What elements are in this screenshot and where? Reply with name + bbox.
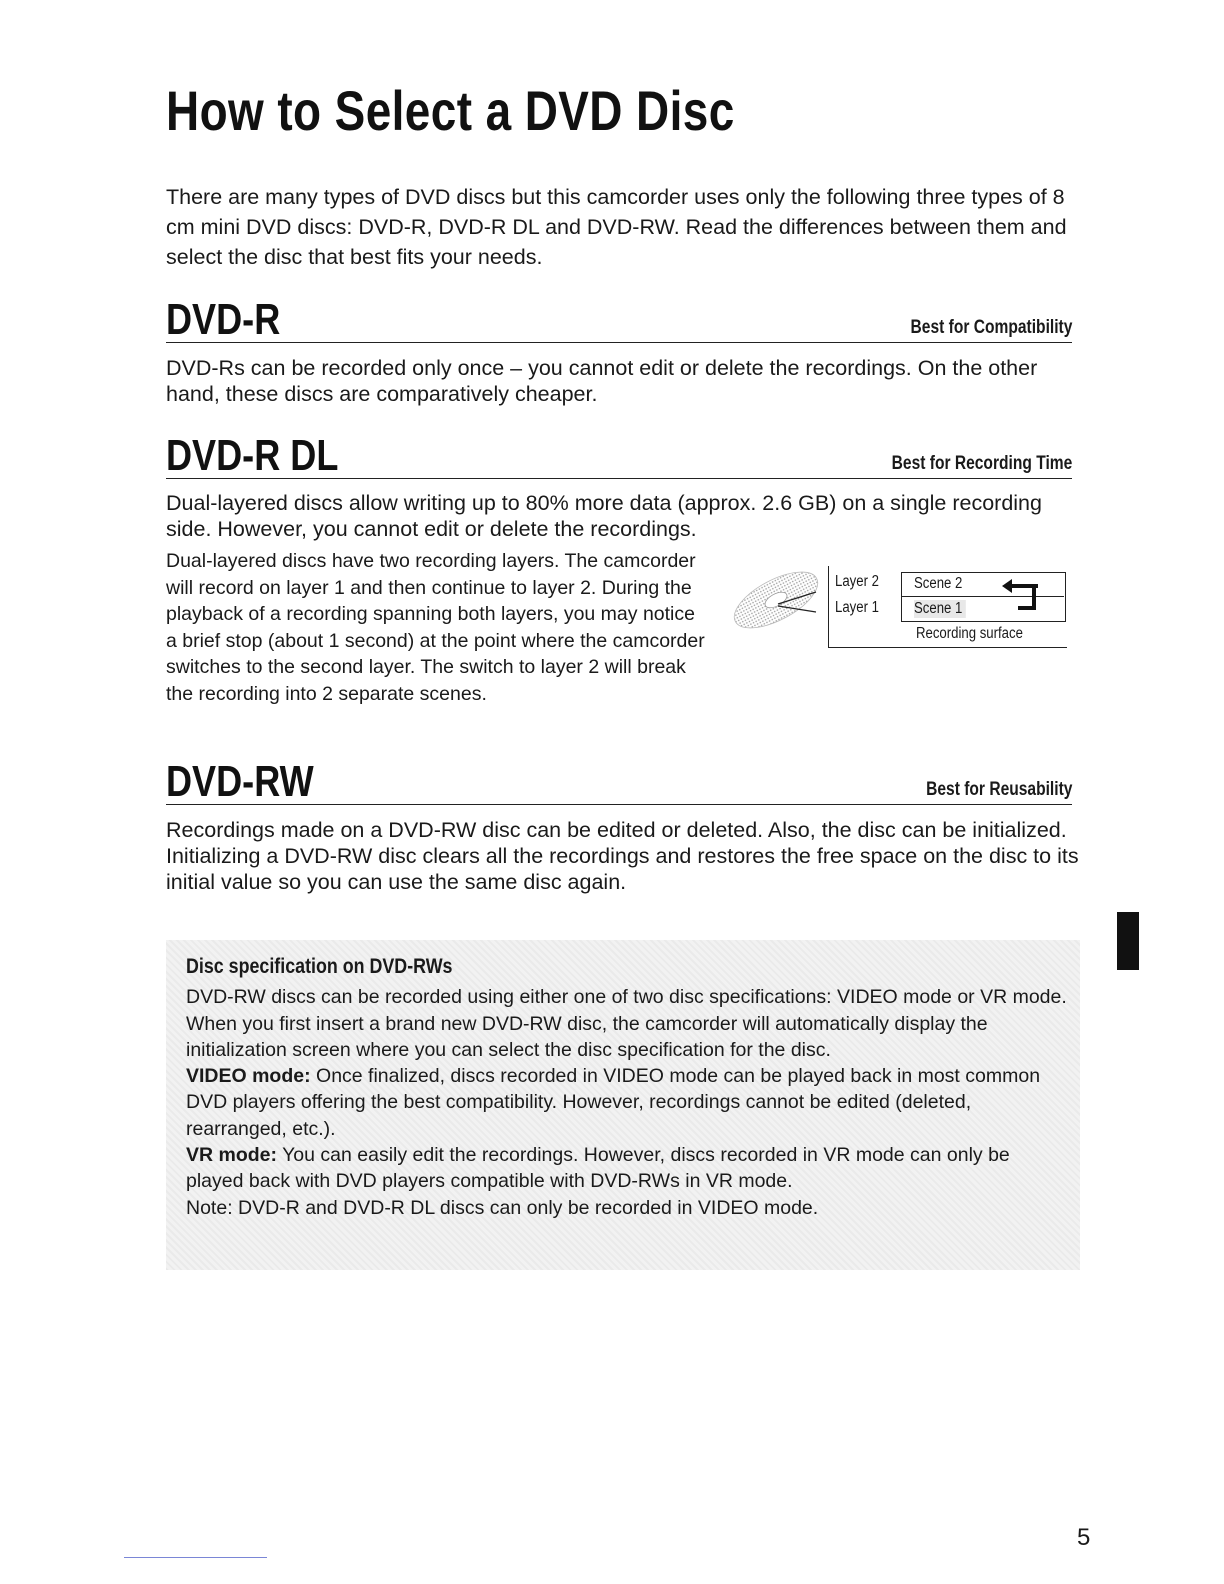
section-body-dvd-rw: Recordings made on a DVD-RW disc can be edited or deleted. Also, the disc can be initialized. Initializing a DVD-RW disc clears all the recordings and restores the free space on the disc to its initial value so you can use the same disc again.: [166, 818, 1079, 894]
vr-mode-text: You can easily edit the recordings. However, discs recorded in VR mode can only be played back with DVD players compatible with DVD-RWs in VR mode.: [186, 1144, 1010, 1193]
section-subtitle: Best for Reusability: [925, 779, 1072, 800]
dual-layer-detail: Dual-layered discs have two recording layers. The camcorder will record on layer 1 and then continue to layer 2. During the playback of a recording spanning both layers, you may notice a brief stop (about 1 second) at the point where the camcorder switches to the second layer. The switch to layer 2 will break the recording into 2 separate scenes.: [166, 550, 705, 705]
layer-switch-arrow-icon: [998, 576, 1046, 616]
layer2-label: Layer 2: [835, 573, 879, 590]
scene1-label: Scene 1: [914, 600, 966, 618]
section-header-dvd-r: [166, 292, 1072, 343]
section-body-dvd-r-dl: Dual-layered discs allow writing up to 80% more data (approx. 2.6 GB) on a single recording side. However, you cannot edit or delete the recordings.: [166, 491, 1042, 541]
page-title: How to Select a DVD Disc: [166, 79, 735, 142]
vr-mode-label: VR mode:: [186, 1144, 278, 1167]
recording-surface-label: Recording surface: [916, 625, 1023, 642]
section-title: DVD-R DL: [166, 431, 339, 480]
dual-layer-diagram: [720, 566, 1070, 650]
note-footnote: Note: DVD-R and DVD-R DL discs can only be recorded in VIDEO mode.: [186, 1196, 819, 1219]
section-header-dvd-rw: [166, 754, 1072, 805]
section-title: DVD-R: [166, 295, 281, 344]
section-subtitle: Best for Compatibility: [910, 317, 1072, 338]
intro-paragraph: There are many types of DVD discs but this camcorder uses only the following three types of 8 cm mini DVD discs: DVD-R, DVD-R DL and DVD-RW. Read the differences between them and select the disc that best fits your needs.: [166, 185, 1067, 269]
note-vr-mode: [186, 1142, 1070, 1195]
page-number: 5: [1077, 1524, 1091, 1551]
note-video-mode: [186, 1063, 1070, 1142]
section-subtitle: Best for Recording Time: [891, 453, 1072, 474]
footer-divider: [124, 1557, 267, 1558]
scene2-label: Scene 2: [914, 575, 963, 592]
chapter-tab-marker: [1117, 912, 1139, 970]
section-title: DVD-RW: [166, 757, 314, 806]
layer1-label: Layer 1: [835, 599, 879, 616]
video-mode-label: VIDEO mode:: [186, 1065, 311, 1088]
note-title: Disc specification on DVD-RWs: [186, 955, 453, 978]
section-body-dvd-r: DVD-Rs can be recorded only once – you cannot edit or delete the recordings. On the other hand, these discs are comparatively cheaper.: [166, 356, 1038, 406]
disc-icon: [720, 566, 830, 650]
disc-specification-note: [166, 940, 1080, 1270]
note-intro: DVD-RW discs can be recorded using either one of two disc specifications: VIDEO mode or VR mode. When you first insert a brand new DVD-RW disc, the camcorder will automatically display the initialization screen where you can select the disc specification for the disc.: [186, 986, 1067, 1061]
video-mode-text: Once finalized, discs recorded in VIDEO mode can be played back in most common DVD players offering the best compatibility. However, recordings cannot be edited (deleted, rearranged, etc.).: [186, 1065, 1041, 1140]
section-header-dvd-r-dl: [166, 428, 1072, 479]
